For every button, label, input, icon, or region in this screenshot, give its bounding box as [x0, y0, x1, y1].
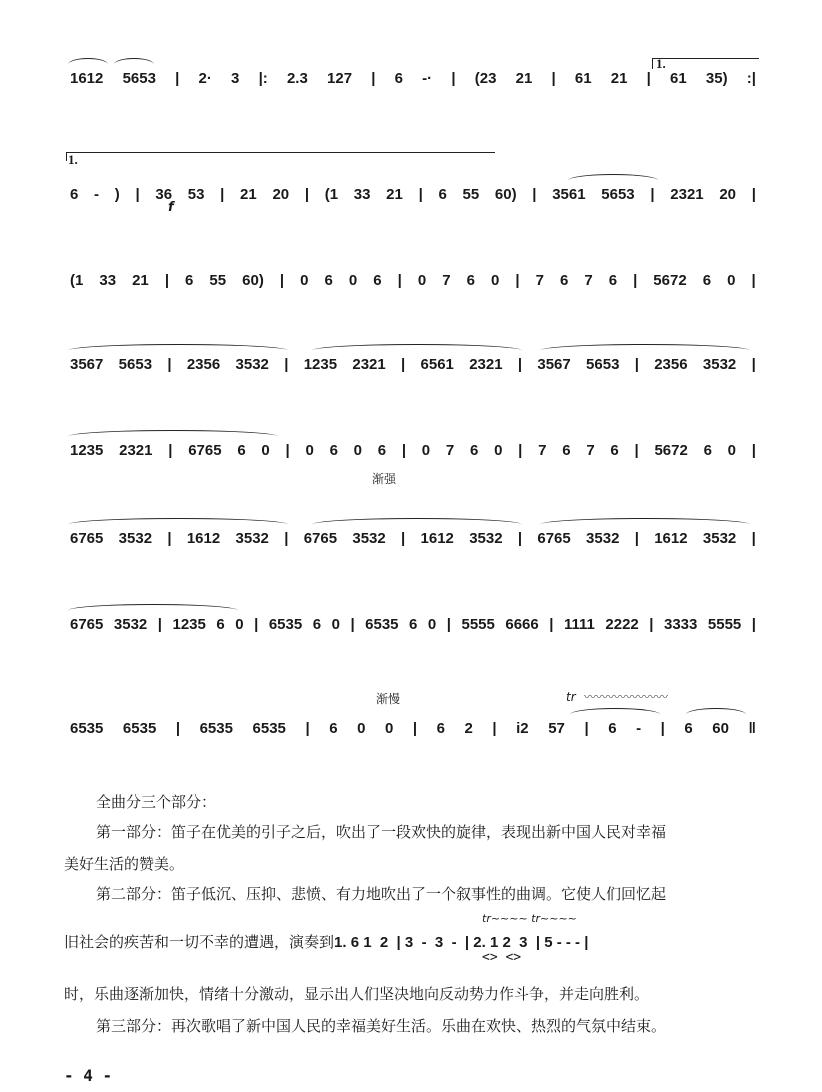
- note-group: 3532: [469, 530, 503, 547]
- barline: |: [412, 720, 418, 737]
- barline: :|: [746, 70, 756, 87]
- note-group: 1111: [563, 616, 595, 633]
- note-group: 5555: [461, 616, 495, 633]
- note-group: 127: [327, 70, 353, 87]
- barline: |: [418, 186, 423, 203]
- barline: |: [164, 272, 170, 289]
- barline: |: [634, 530, 639, 547]
- score-row-4: [68, 338, 758, 388]
- barline: |: [751, 442, 756, 459]
- barline: |: [646, 70, 651, 87]
- note-group: 0: [353, 442, 362, 459]
- note-group: 5653: [586, 356, 620, 373]
- note-group: 6: [703, 442, 712, 459]
- score-row-8: [68, 702, 758, 752]
- note-group: 21: [610, 70, 628, 87]
- score-row-5: [68, 424, 758, 474]
- note-group: 35): [705, 70, 728, 87]
- note-group: 7: [445, 442, 455, 459]
- note-group: 61: [670, 70, 687, 87]
- note-group: 6: [312, 616, 322, 633]
- note-group: 6: [329, 720, 338, 737]
- note-group: 0: [331, 616, 340, 633]
- note-group: 2321: [352, 356, 386, 373]
- note-group: 60): [494, 186, 517, 203]
- barline: |: [175, 70, 180, 87]
- note-group: 6: [610, 442, 619, 459]
- note-group: (23: [474, 70, 497, 87]
- prose-intro: 全曲分三个部分：: [96, 793, 217, 811]
- barline: |: [401, 442, 407, 459]
- note-group: 3532: [113, 616, 148, 633]
- note-group: 1235: [303, 356, 338, 373]
- note-group: 0: [384, 720, 394, 737]
- note-group: 2·: [198, 70, 212, 87]
- barline: |: [751, 530, 756, 547]
- barline: |: [167, 356, 172, 373]
- note-group: 21: [132, 272, 149, 289]
- barline: |: [304, 186, 310, 203]
- volta-bracket-1: [652, 58, 759, 69]
- note-group: 6: [329, 442, 338, 459]
- note-group: 2: [464, 720, 473, 737]
- note-group: 1612: [654, 530, 688, 547]
- note-group: 1612: [186, 530, 221, 547]
- trill-wave: 〰〰〰〰〰〰〰: [584, 690, 669, 704]
- note-group: -: [636, 720, 642, 737]
- note-group: 6: [373, 272, 382, 289]
- barline: |: [401, 356, 406, 373]
- note-group: 3532: [352, 530, 386, 547]
- note-group: 7: [535, 272, 544, 289]
- note-group: 0: [421, 442, 431, 459]
- note-group: 5653: [122, 70, 156, 87]
- barline: |: [634, 356, 639, 373]
- barline: |: [634, 442, 639, 459]
- barline: |: [649, 616, 654, 633]
- prose-part1-line1: 第一部分：笛子在优美的引子之后，吹出了一段欢快的旋律，表现出新中国人民对幸福: [96, 823, 667, 841]
- barline: |: [350, 616, 355, 633]
- note-group: 53: [187, 186, 205, 203]
- prose-part3: 第三部分：再次歌唱了新中国人民的幸福美好生活。乐曲在欢快、热烈的气氛中结束。: [96, 1017, 667, 1035]
- note-group: 6: [684, 720, 693, 737]
- score-row-6: [68, 512, 758, 562]
- note-group: 6765: [537, 530, 571, 547]
- dynamic-forte: f: [168, 200, 174, 215]
- note-group: (1: [70, 272, 84, 289]
- barline: |: [254, 616, 259, 633]
- note-group: 21: [386, 186, 403, 203]
- note-group: 1612: [70, 70, 104, 87]
- note-group: 5672: [654, 442, 688, 459]
- note-group: 1235: [70, 442, 104, 459]
- note-group: 3532: [235, 530, 269, 547]
- barline: |: [175, 720, 181, 737]
- note-group: 7: [584, 272, 593, 289]
- score-row-3-notes: [68, 272, 758, 289]
- note-group: 5555: [707, 616, 742, 633]
- prose-part2-line3: 时，乐曲逐渐加快，情绪十分激动，显示出人们坚决地向反动势力作斗争，并走向胜利。: [64, 985, 650, 1003]
- prose-part1-line2: 美好生活的赞美。: [64, 855, 185, 873]
- barline: |: [285, 442, 290, 459]
- score-row-3: [68, 254, 758, 304]
- note-group: 61: [574, 70, 592, 87]
- note-group: ): [114, 186, 120, 203]
- note-group: 60: [712, 720, 729, 737]
- note-group: 0: [300, 272, 309, 289]
- note-group: 2356: [654, 356, 688, 373]
- barline: |: [532, 186, 537, 203]
- note-group: 5672: [653, 272, 687, 289]
- note-group: 0: [348, 272, 358, 289]
- note-group: 1612: [420, 530, 454, 547]
- note-group: 6: [409, 616, 418, 633]
- barline: |:: [258, 70, 268, 87]
- barline: |: [751, 356, 756, 373]
- note-group: 6: [216, 616, 225, 633]
- inline-score-hairpins: <> <>: [482, 950, 522, 965]
- note-group: 0: [417, 272, 427, 289]
- barline: |: [660, 720, 665, 737]
- note-group: 3532: [235, 356, 269, 373]
- barline: |: [397, 272, 402, 289]
- barline: |: [305, 720, 310, 737]
- note-group: (1: [324, 186, 339, 203]
- note-group: 0: [305, 442, 314, 459]
- note-group: 0: [494, 442, 503, 459]
- note-group: 6: [438, 186, 447, 203]
- note-group: 3532: [118, 530, 153, 547]
- note-group: 0: [261, 442, 270, 459]
- barline: |: [167, 530, 172, 547]
- note-group: 6: [608, 720, 617, 737]
- marking-ritardando: 渐慢: [376, 692, 401, 706]
- barline: |: [751, 272, 756, 289]
- barline: |: [168, 442, 173, 459]
- barline: |: [371, 70, 376, 87]
- note-group: 3532: [586, 530, 620, 547]
- note-group: -·: [422, 70, 433, 87]
- note-group: 57: [548, 720, 565, 737]
- note-group: 6561: [420, 356, 454, 373]
- marking-crescendo: 渐强: [372, 472, 397, 486]
- note-group: 6535: [365, 616, 399, 633]
- note-group: 6535: [199, 720, 233, 737]
- note-group: 0: [727, 442, 737, 459]
- note-group: 55: [209, 272, 227, 289]
- note-group: 2356: [186, 356, 221, 373]
- inline-score-example: 1. 6 1 2 | 3 - 3 - | 2. 1 2 3 | 5 - - - |: [334, 934, 589, 951]
- note-group: 6535: [70, 720, 104, 737]
- barline: |: [751, 186, 756, 203]
- note-group: 2321: [670, 186, 704, 203]
- note-group: 6: [237, 442, 246, 459]
- note-group: 6: [559, 272, 569, 289]
- score-row-8-notes: [68, 720, 758, 737]
- note-group: 60): [242, 272, 264, 289]
- barline: |: [284, 530, 289, 547]
- barline: |: [551, 70, 556, 87]
- note-group: 1235: [172, 616, 206, 633]
- barline: |: [284, 356, 289, 373]
- note-group: 6765: [303, 530, 338, 547]
- barline: ‖: [748, 720, 756, 737]
- note-group: 6: [377, 442, 387, 459]
- barline: |: [515, 272, 520, 289]
- note-group: 6: [436, 720, 445, 737]
- note-group: 2321: [119, 442, 153, 459]
- note-group: 6: [394, 70, 403, 87]
- note-group: 0: [235, 616, 244, 633]
- note-group: 0: [357, 720, 366, 737]
- barline: |: [157, 616, 162, 633]
- note-group: 6765: [70, 530, 104, 547]
- note-group: 6535: [122, 720, 157, 737]
- note-group: 55: [462, 186, 480, 203]
- score-row-4-notes: [68, 356, 758, 373]
- note-group: 6765: [188, 442, 222, 459]
- barline: |: [517, 356, 523, 373]
- note-group: 33: [99, 272, 117, 289]
- note-group: 6: [608, 272, 618, 289]
- note-group: 2.3: [286, 70, 308, 87]
- barline: |: [135, 186, 140, 203]
- prose-part2-line2-prefix: 旧社会的疾苦和一切不幸的遭遇，演奏到: [64, 933, 335, 951]
- note-group: 6: [702, 272, 712, 289]
- score-row-1-notes: [68, 70, 758, 87]
- note-group: 3561: [552, 186, 586, 203]
- note-group: 6: [185, 272, 194, 289]
- note-group: 5653: [601, 186, 635, 203]
- note-group: 6: [70, 186, 79, 203]
- barline: |: [492, 720, 497, 737]
- note-group: 7: [586, 442, 595, 459]
- prose-part2-line2: [64, 932, 764, 953]
- note-group: 0: [727, 272, 736, 289]
- note-group: 6: [469, 442, 479, 459]
- note-group: 3: [231, 70, 240, 87]
- inline-score-trills: tr~~~~ tr~~~~: [482, 912, 577, 925]
- note-group: 33: [353, 186, 371, 203]
- barline: |: [279, 272, 285, 289]
- note-group: 7: [442, 272, 451, 289]
- note-group: 6535: [268, 616, 303, 633]
- score-row-6-notes: [68, 530, 758, 547]
- barline: |: [220, 186, 225, 203]
- note-group: 20: [719, 186, 737, 203]
- barline: |: [446, 616, 451, 633]
- score-row-7-notes: [68, 616, 758, 633]
- note-group: 6535: [252, 720, 286, 737]
- volta-label-2: 1.: [68, 152, 78, 167]
- barline: |: [633, 272, 638, 289]
- note-group: 7: [538, 442, 547, 459]
- note-group: 2321: [469, 356, 503, 373]
- barline: |: [549, 616, 554, 633]
- barline: |: [584, 720, 589, 737]
- note-group: 3532: [702, 530, 737, 547]
- barline: |: [517, 530, 523, 547]
- note-group: 0: [427, 616, 437, 633]
- note-group: 21: [240, 186, 257, 203]
- volta-label-1: 1.: [656, 56, 666, 71]
- note-group: 6666: [505, 616, 539, 633]
- note-group: 0: [490, 272, 500, 289]
- barline: |: [751, 616, 756, 633]
- score-row-5-notes: [68, 442, 758, 459]
- note-group: 6: [466, 272, 475, 289]
- volta-bracket-2: [66, 152, 495, 161]
- barline: |: [451, 70, 456, 87]
- note-group: 5653: [118, 356, 153, 373]
- barline: |: [650, 186, 655, 203]
- note-group: 3567: [537, 356, 571, 373]
- note-group: 3532: [702, 356, 737, 373]
- score-row-7: [68, 598, 758, 648]
- page-number: - 4 -: [64, 1066, 113, 1085]
- note-group: 6: [324, 272, 333, 289]
- note-group: 6765: [70, 616, 104, 633]
- barline: |: [518, 442, 523, 459]
- note-group: i2: [516, 720, 529, 737]
- note-group: 6: [562, 442, 571, 459]
- note-group: 21: [515, 70, 533, 87]
- trill-mark: tr: [566, 690, 576, 704]
- note-group: 3567: [70, 356, 104, 373]
- note-group: 3333: [664, 616, 698, 633]
- note-group: 36: [155, 186, 173, 203]
- note-group: 20: [272, 186, 290, 203]
- prose-part2-line1: 第二部分：笛子低沉、压抑、悲愤、有力地吹出了一个叙事性的曲调。它使人们回忆起: [96, 885, 667, 903]
- barline: |: [401, 530, 406, 547]
- note-group: 2222: [605, 616, 639, 633]
- note-group: -: [94, 186, 100, 203]
